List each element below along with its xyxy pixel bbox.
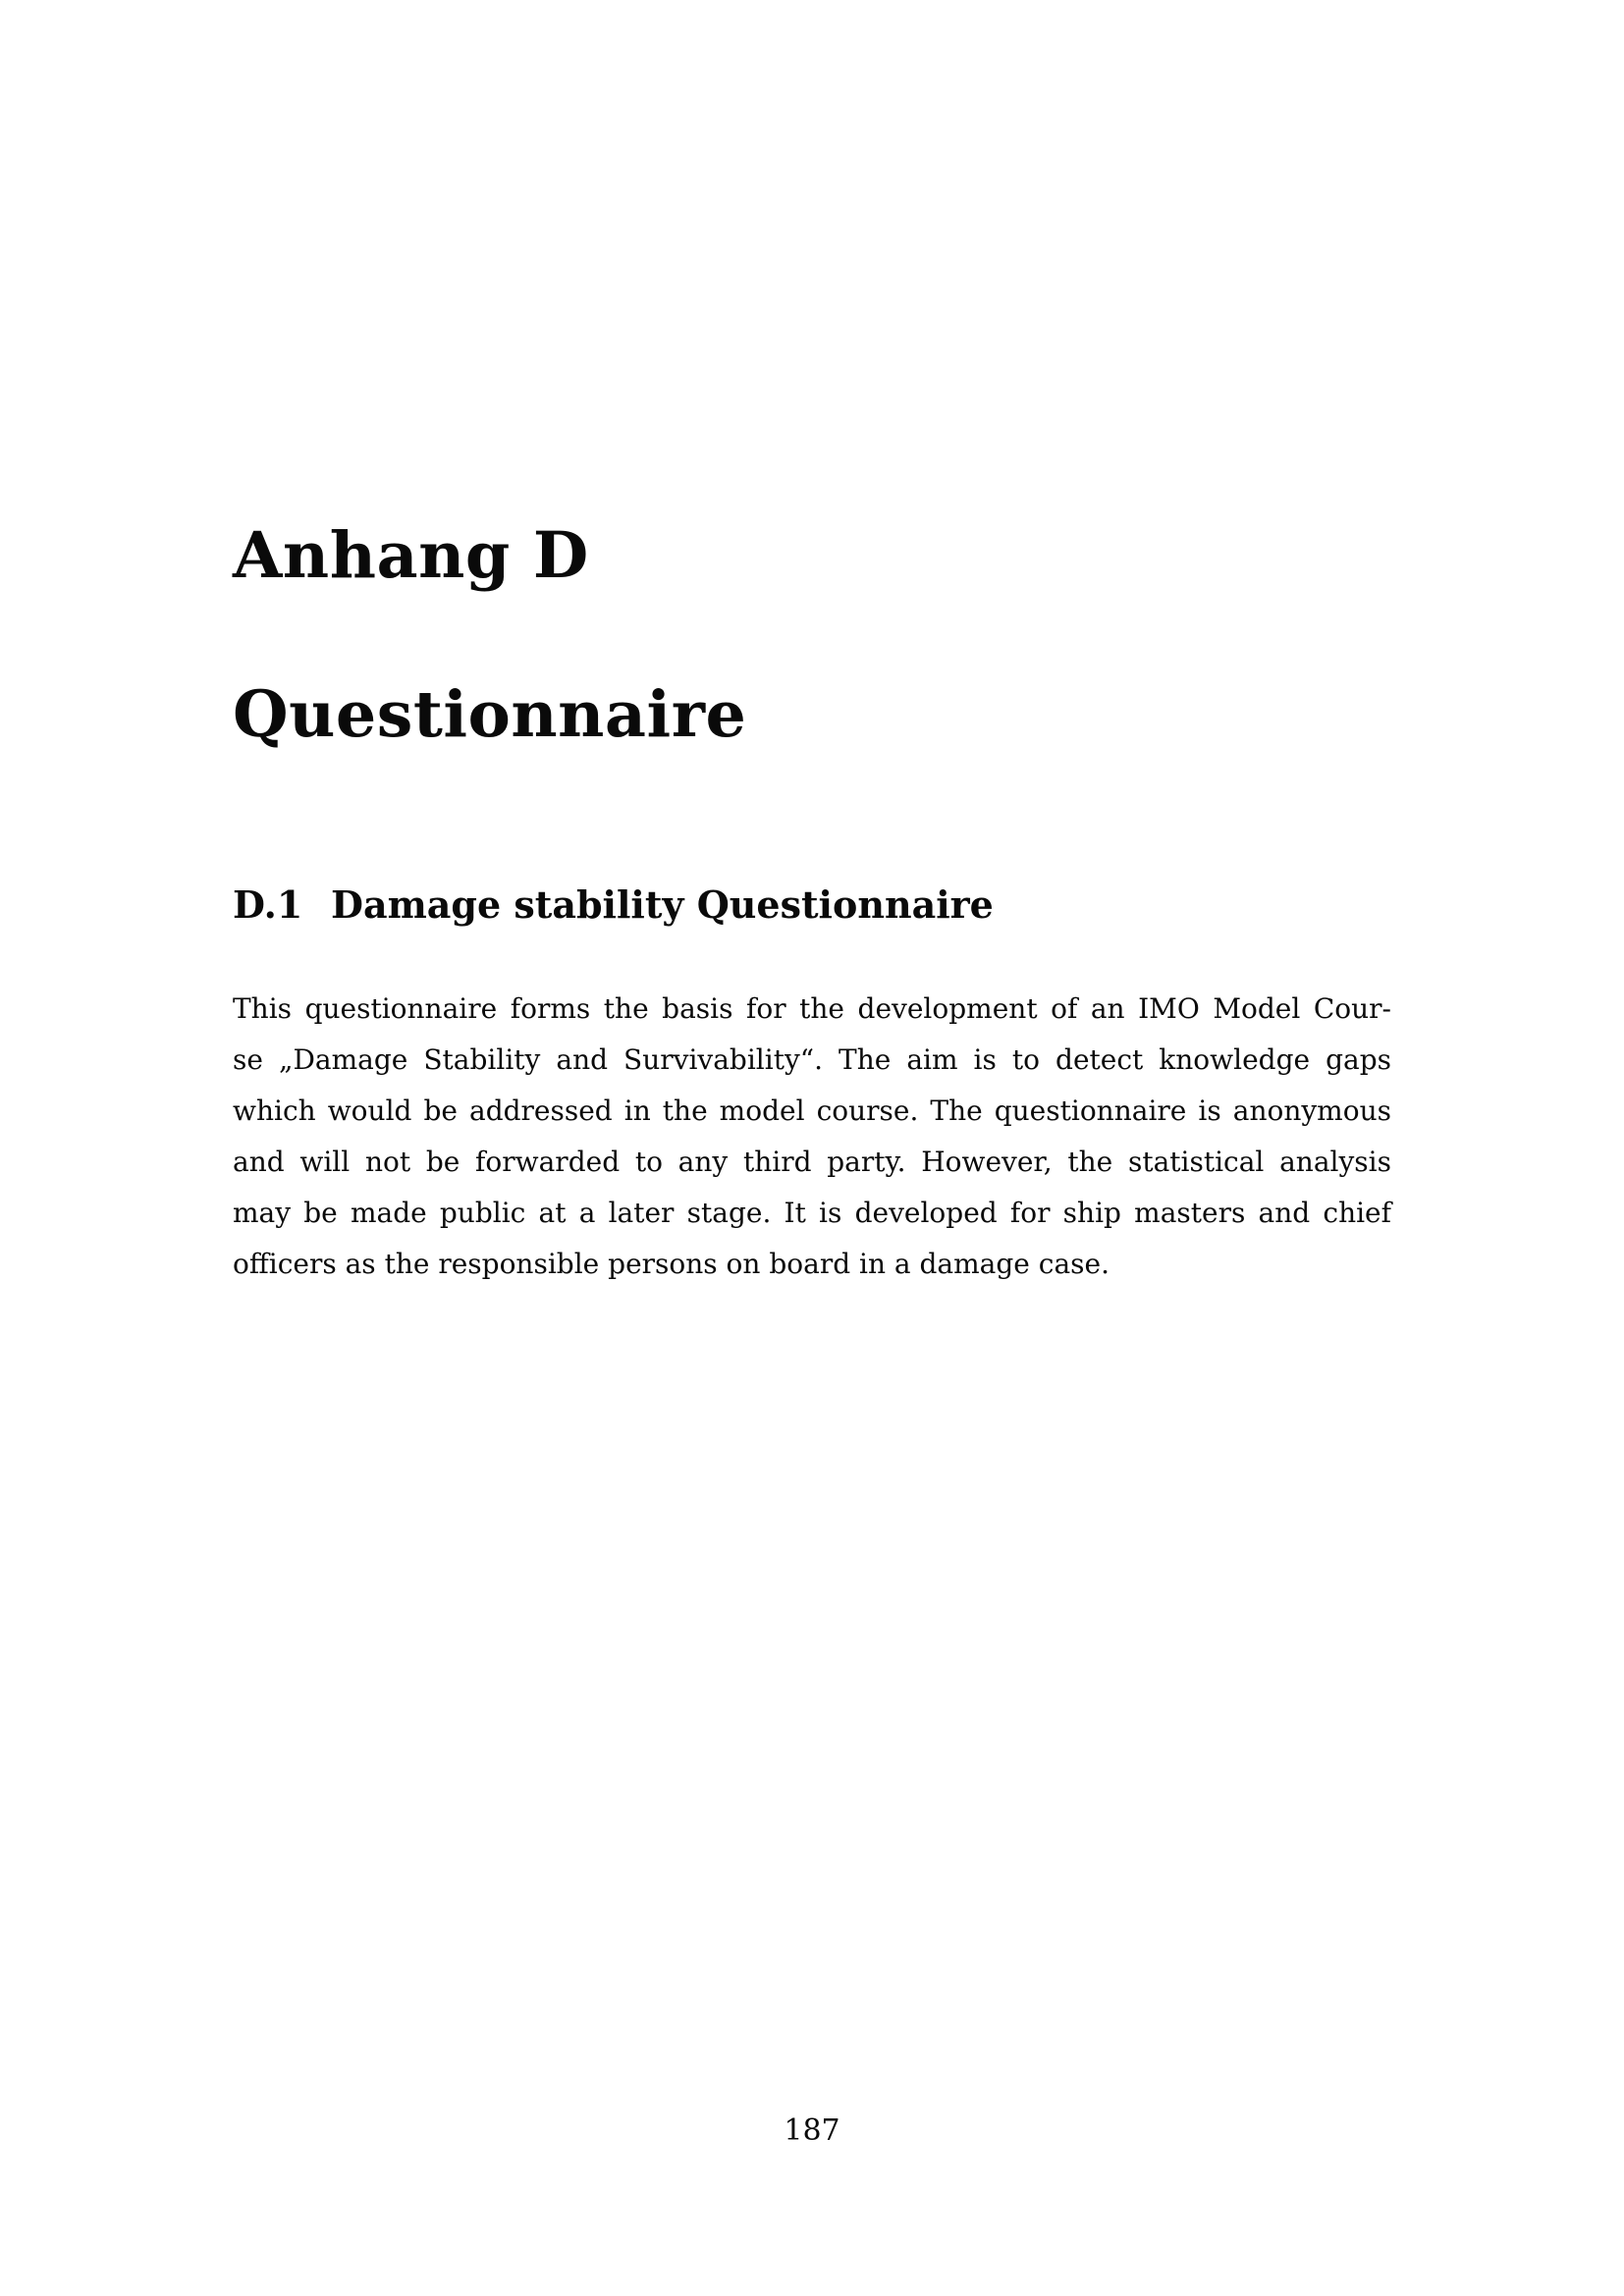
body-paragraph (233, 984, 1391, 1290)
section-heading (233, 882, 994, 927)
paragraph-line: which would be addressed in the model course. The questionnaire is anonymous (233, 1095, 1391, 1127)
paragraph-line: se „Damage Stability and Survivability“. The aim is to detect knowledge gaps (233, 1043, 1391, 1076)
section-number: D.1 (233, 882, 303, 927)
paragraph-line: may be made public at a later stage. It is developed for ship masters and chief (233, 1197, 1391, 1229)
chapter-title: Questionnaire (233, 677, 747, 752)
chapter-label: Anhang D (233, 518, 589, 593)
page-number: 187 (784, 2113, 840, 2148)
paragraph-line: officers as the responsible persons on board in a damage case. (233, 1248, 1110, 1280)
section-title: Damage stability Questionnaire (331, 882, 994, 927)
paragraph-line: This questionnaire forms the basis for the development of an IMO Model Cour- (233, 992, 1391, 1025)
paragraph-line: and will not be forwarded to any third party. However, the statistical analysis (233, 1146, 1391, 1178)
